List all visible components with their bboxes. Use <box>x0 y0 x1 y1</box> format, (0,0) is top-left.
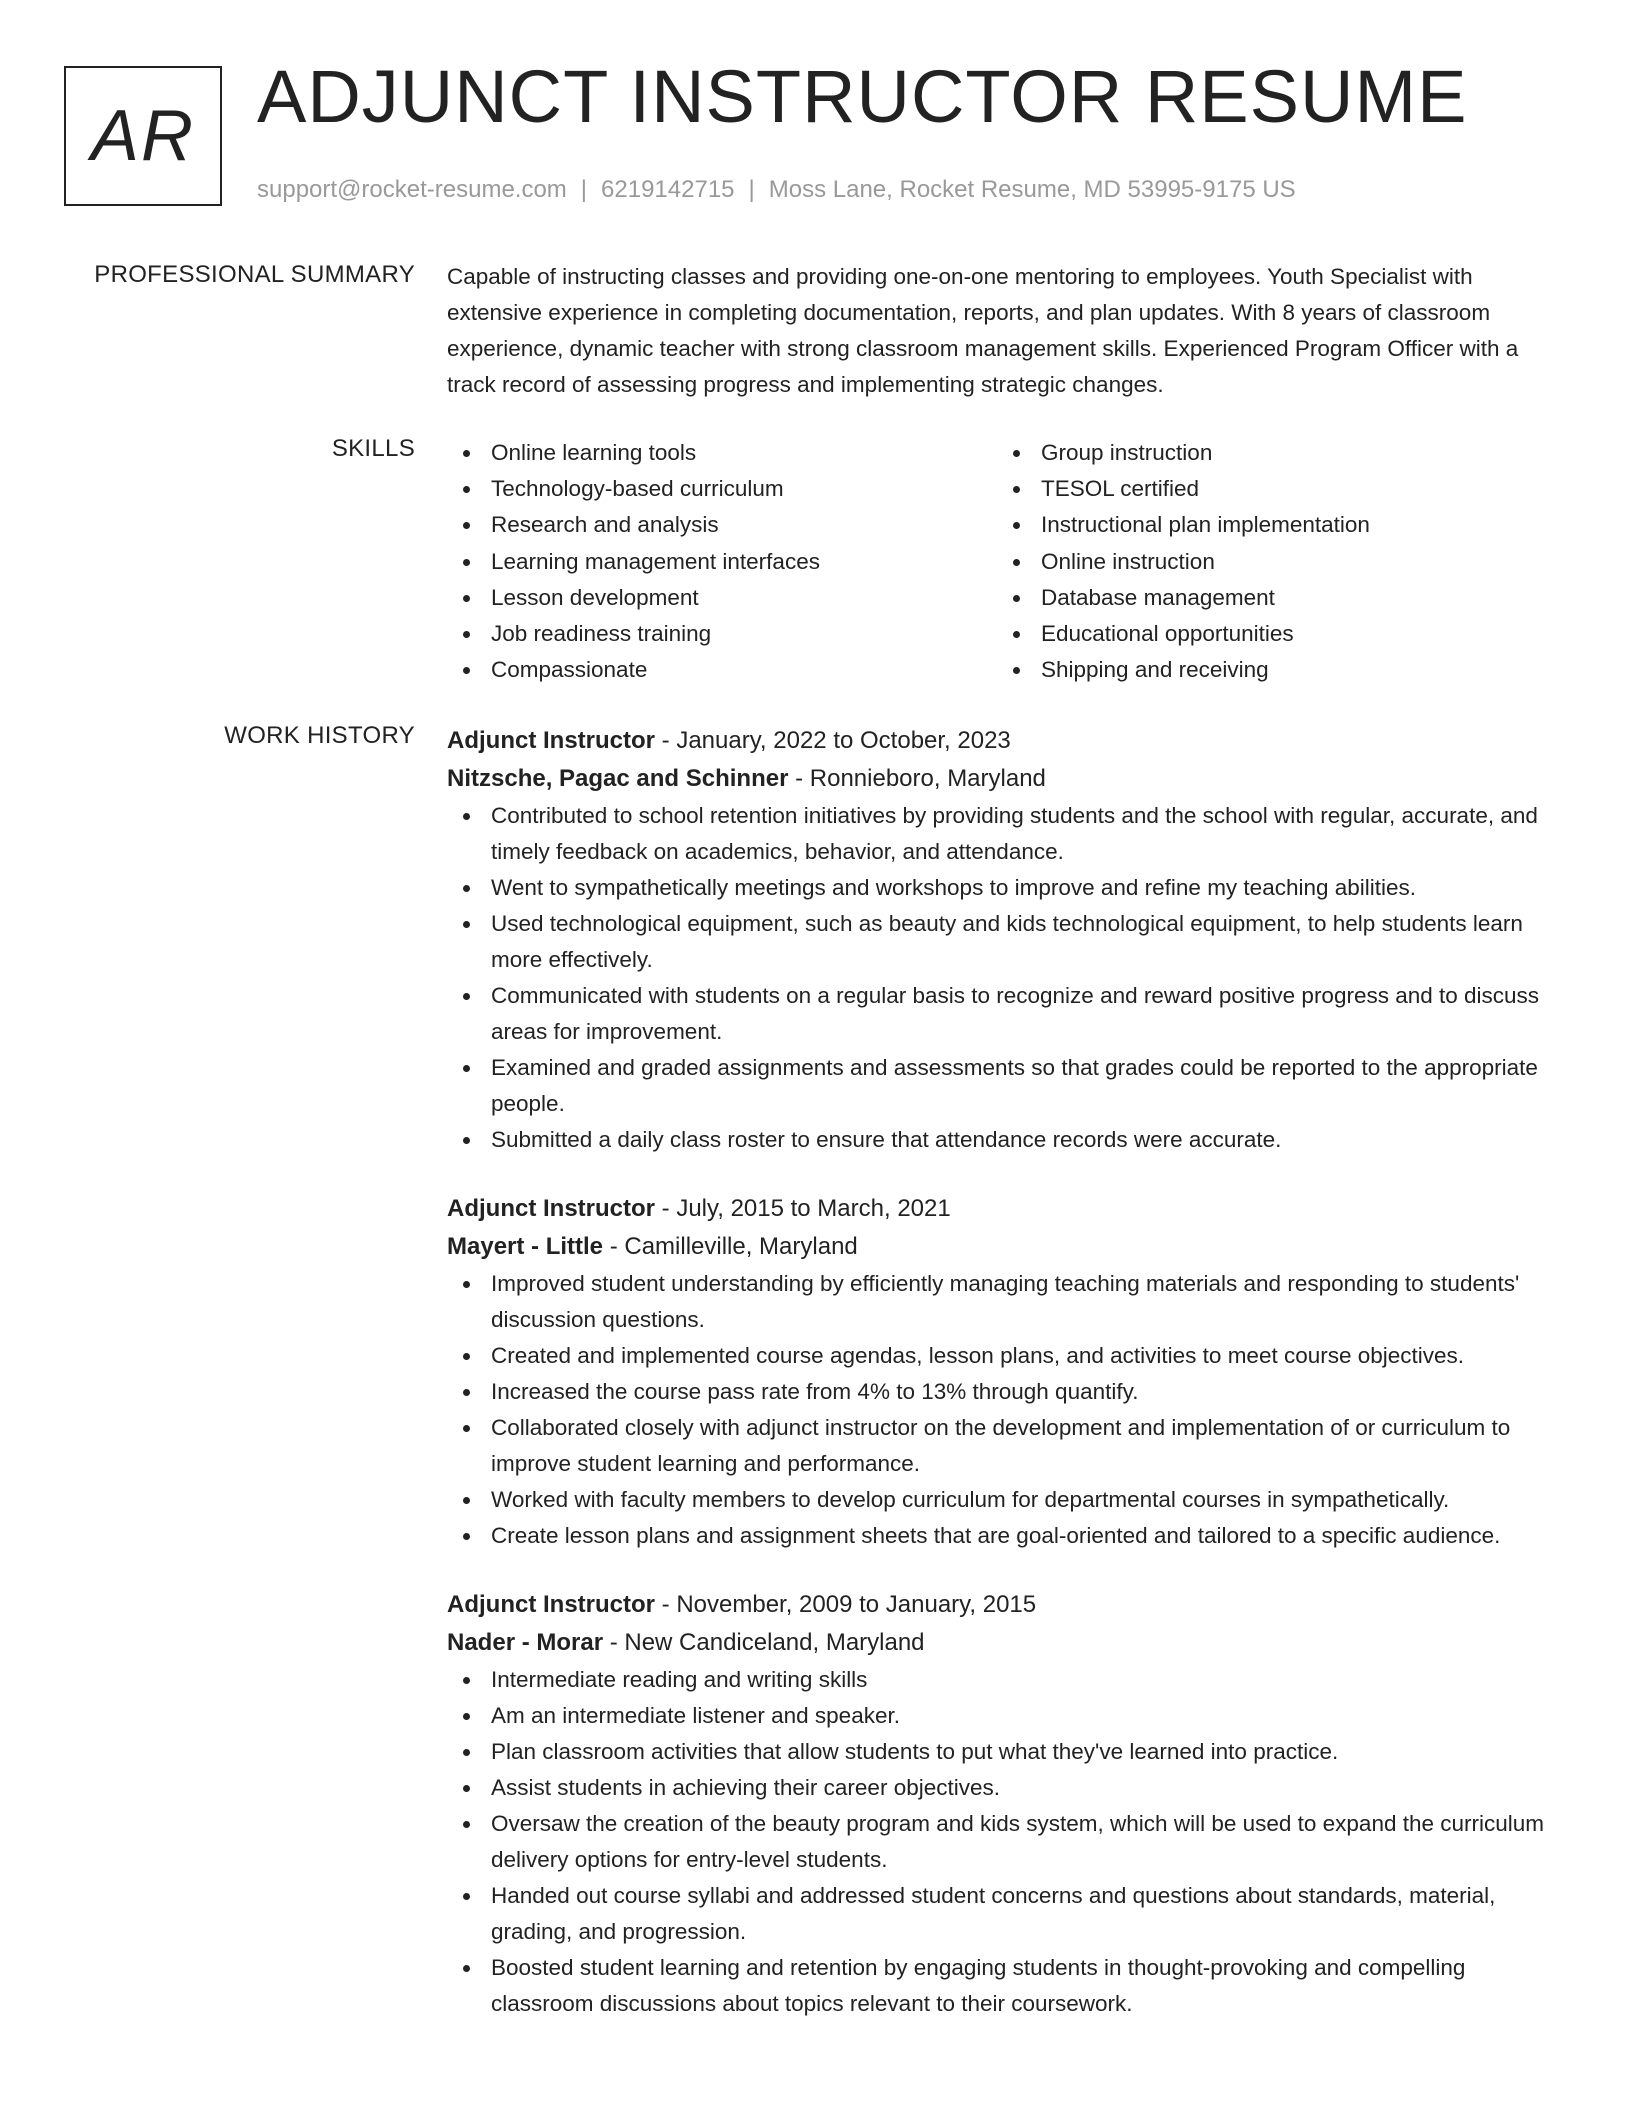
contact-address: Moss Lane, Rocket Resume, MD 53995-9175 US <box>768 176 1296 203</box>
job-bullet: Improved student understanding by efficiently managing teaching materials and responding to students' discussion questions. <box>447 1266 1567 1338</box>
contact-separator: | <box>748 176 755 203</box>
job-bullet-list <box>447 1266 1567 1554</box>
job-bullet: Went to sympathetically meetings and workshops to improve and refine my teaching abilities. <box>447 870 1567 906</box>
skill-item: Learning management interfaces <box>447 544 997 580</box>
skill-item: Job readiness training <box>447 616 997 652</box>
skill-item: Research and analysis <box>447 507 997 543</box>
monogram-logo: AR <box>64 66 222 206</box>
skill-item: Database management <box>997 580 1547 616</box>
work-history-label: WORK HISTORY <box>224 722 415 749</box>
job-entry <box>447 1586 1567 2022</box>
skills-body <box>447 435 1567 688</box>
job-bullet: Collaborated closely with adjunct instructor on the development and implementation of or curriculum to improve student learning and performance. <box>447 1410 1567 1482</box>
job-bullet-list <box>447 798 1567 1158</box>
skill-item: Lesson development <box>447 580 997 616</box>
job-bullet: Boosted student learning and retention by engaging students in thought-provoking and compelling classroom discussions about topics relevant to their coursework. <box>447 1950 1567 2022</box>
job-entry <box>447 1190 1567 1554</box>
skills-label: SKILLS <box>331 435 415 462</box>
job-bullet: Intermediate reading and writing skills <box>447 1662 1567 1698</box>
job-company: Nitzsche, Pagac and Schinner <box>447 765 789 792</box>
job-title: Adjunct Instructor <box>447 727 655 754</box>
skill-item: Online learning tools <box>447 435 997 471</box>
job-title: Adjunct Instructor <box>447 1195 655 1222</box>
job-bullet: Communicated with students on a regular basis to recognize and reward positive progress and to discuss areas for improvement. <box>447 978 1567 1050</box>
job-bullet: Submitted a daily class roster to ensure that attendance records were accurate. <box>447 1122 1567 1158</box>
skill-item: Compassionate <box>447 652 997 688</box>
job-company-line <box>447 1228 1567 1266</box>
job-bullet: Am an intermediate listener and speaker. <box>447 1698 1567 1734</box>
page-title: ADJUNCT INSTRUCTOR RESUME <box>257 55 1468 138</box>
job-bullet: Plan classroom activities that allow students to put what they've learned into practice. <box>447 1734 1567 1770</box>
summary-body <box>447 261 1567 403</box>
skill-item: Shipping and receiving <box>997 652 1547 688</box>
job-dates: - January, 2022 to October, 2023 <box>655 727 1011 754</box>
job-title-line <box>447 1586 1567 1624</box>
job-bullet: Increased the course pass rate from 4% to 13% through quantify. <box>447 1374 1567 1410</box>
job-location: - Ronnieboro, Maryland <box>788 765 1046 792</box>
job-bullet: Oversaw the creation of the beauty program and kids system, which will be used to expand the curriculum delivery options for entry-level students. <box>447 1806 1567 1878</box>
job-entry <box>447 722 1567 1158</box>
work-history-body <box>447 722 1567 2054</box>
job-bullet: Contributed to school retention initiatives by providing students and the school with regular, accurate, and timely feedback on academics, behavior, and attendance. <box>447 798 1567 870</box>
skill-item: Group instruction <box>997 435 1547 471</box>
job-bullet: Assist students in achieving their career objectives. <box>447 1770 1567 1806</box>
summary-text: Capable of instructing classes and providing one-on-one mentoring to employees. Youth Specialist with extensive experience in completing documentation, reports, and plan updates. With 8 years of classroom experience, dynamic teacher with strong classroom management skills. Experienced Program Officer with a track record of assessing progress and implementing strategic changes. <box>447 264 1519 397</box>
job-dates: - November, 2009 to January, 2015 <box>655 1591 1037 1618</box>
job-location: - New Candiceland, Maryland <box>603 1629 925 1656</box>
contact-email: support@rocket-resume.com <box>257 176 567 203</box>
job-bullet: Created and implemented course agendas, lesson plans, and activities to meet course objectives. <box>447 1338 1567 1374</box>
job-location: - Camilleville, Maryland <box>603 1233 858 1260</box>
job-title-line <box>447 722 1567 760</box>
contact-phone: 6219142715 <box>601 176 735 203</box>
job-company-line <box>447 1624 1567 1662</box>
job-bullet: Used technological equipment, such as beauty and kids technological equipment, to help students learn more effectively. <box>447 906 1567 978</box>
job-title: Adjunct Instructor <box>447 1591 655 1618</box>
job-title-line <box>447 1190 1567 1228</box>
job-company-line <box>447 760 1567 798</box>
job-bullet: Examined and graded assignments and assessments so that grades could be reported to the appropriate people. <box>447 1050 1567 1122</box>
skill-item: Technology-based curriculum <box>447 471 997 507</box>
skills-list-left <box>447 435 997 688</box>
job-bullet-list <box>447 1662 1567 2022</box>
contact-separator: | <box>580 176 588 203</box>
skill-item: Online instruction <box>997 544 1547 580</box>
summary-label: PROFESSIONAL SUMMARY <box>94 261 415 288</box>
skill-item: Instructional plan implementation <box>997 507 1547 543</box>
job-company: Mayert - Little <box>447 1233 604 1260</box>
skill-item: Educational opportunities <box>997 616 1547 652</box>
skills-column-left <box>447 435 997 688</box>
job-dates: - July, 2015 to March, 2021 <box>655 1195 951 1222</box>
skill-item: TESOL certified <box>997 471 1547 507</box>
job-bullet: Handed out course syllabi and addressed student concerns and questions about standards, material, grading, and progression. <box>447 1878 1567 1950</box>
skills-list-right <box>997 435 1547 688</box>
job-company: Nader - Morar <box>447 1629 604 1656</box>
skills-grid <box>447 435 1567 688</box>
job-bullet: Worked with faculty members to develop curriculum for departmental courses in sympathetically. <box>447 1482 1567 1518</box>
skills-column-right <box>997 435 1547 688</box>
contact-line <box>257 176 1296 204</box>
job-bullet: Create lesson plans and assignment sheets that are goal-oriented and tailored to a specific audience. <box>447 1518 1567 1554</box>
